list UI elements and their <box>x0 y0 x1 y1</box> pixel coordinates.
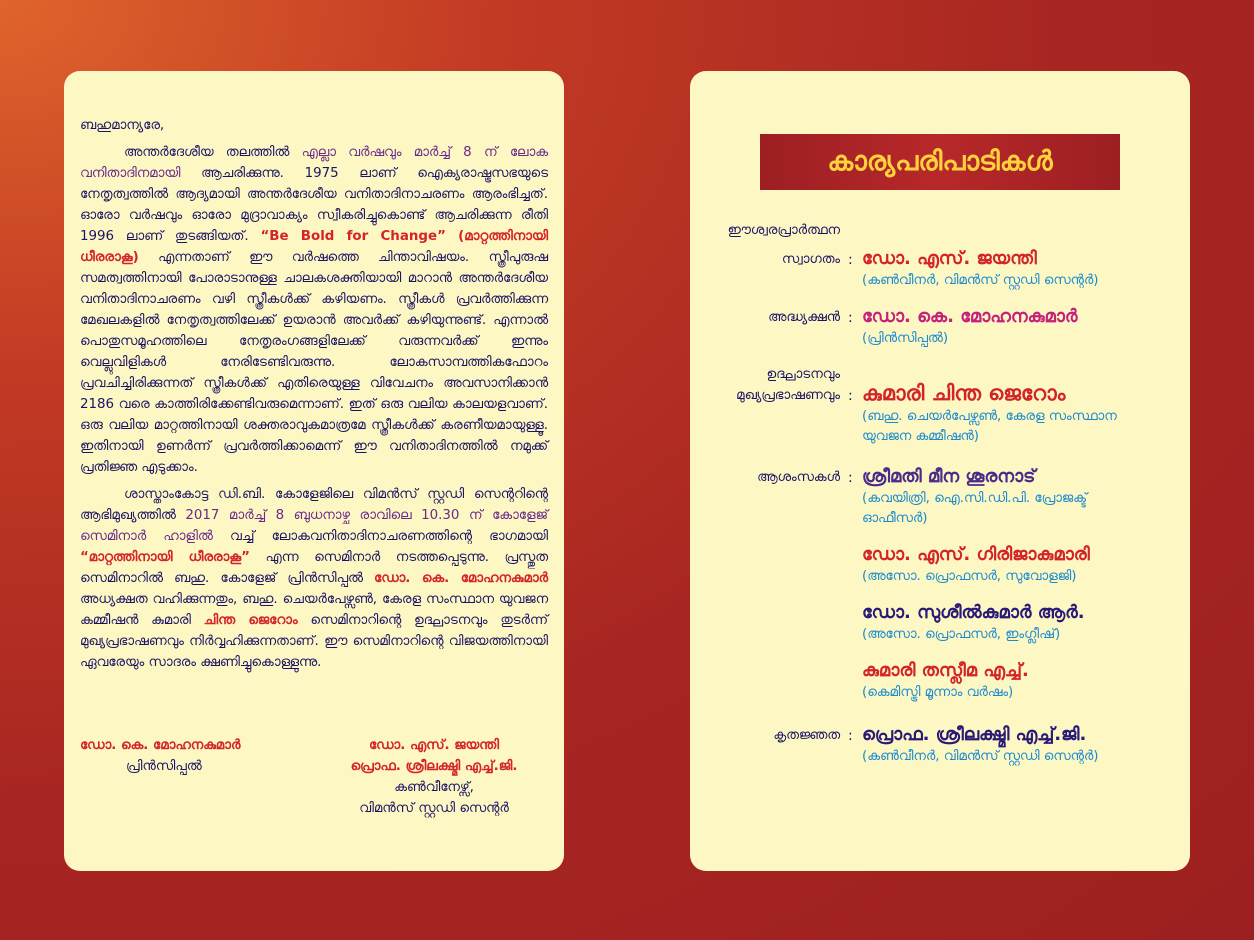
felicitation-item <box>862 659 1182 703</box>
para2-run: ചിന്ത ജെറോം <box>203 613 298 628</box>
invitation-letter-panel <box>64 71 564 871</box>
programme-panel: കാര്യപരിപാടികൾ ഈശ്വരപ്രാർത്ഥന സ്വാഗതം : ഡോ. എസ്. ജയന്തി (കൺവീനർ, വിമൻസ് സ്റ്റഡി സെന്റർ) അദ്ധ്യക്ഷൻ : ഡോ. കെ. മോഹനകുമാർ (പ്രിൻസിപ്പൽ) ഉദ്ഘാടനവും മുഖ്യപ്രഭാഷണവും : കുമാരി ചിന്ത ജെറോം (ബഹു. ചെയർപേഴ്സൺ, കേരള സംസ്ഥാന യുവജന കമ്മീഷൻ) ആശംസകൾ : ശ്രീമതി മീന ശൂരനാട് (കവയിത്രി, ഐ.സി.ഡി.പി. പ്രോജക്ട് ഓഫീസർ) ഡോ. എസ്. ഗിരിജാകുമാരി (അസോ. പ്രൊഫസർ, സുവോളജി) ഡോ. സുശീൽകുമാർ ആർ. (അസോ. പ്രൊഫസർ, ഇംഗ്ലീഷ്) കുമാരി തസ്ലീമ എച്ച്. (കെമിസ്ട്രി മൂന്നാം വർഷം) കൃതജ്ഞത : പ്രൊഫ. ശ്രീലക്ഷ്മി എച്ച്.ജി. (കൺവീനർ, വിമൻസ് സ്റ്റഡി സെന്റർ) <box>690 71 1190 871</box>
para1-run: എല്ലാ വർഷവും മാർച്ച് 8 ന് ലോക വനിതാദിനമായി <box>80 145 549 181</box>
signature-conveners <box>314 735 554 819</box>
para2-run: സെമിനാറിന്റെ ഉദ്ഘാടനവും തുടർന്ന് മുഖ്യപ്രഭാഷണവും നിർവ്വഹിക്കുന്നതാണ്. ഈ സെമിനാറിന്റെ വിജയത്തിനായി ഏവരേയും സാദരം ക്ഷണിച്ചുകൊള്ളുന്നു. <box>80 613 548 670</box>
felicitation-desc: (കവയിത്രി, ഐ.സി.ഡി.പി. പ്രോജക്ട് <box>862 491 1088 506</box>
presidency-label: അദ്ധ്യക്ഷൻ <box>768 310 840 325</box>
thanks-name: പ്രൊഫ. ശ്രീലക്ഷ്മി എച്ച്.ജി. <box>862 724 1087 745</box>
felicitation-name: കുമാരി തസ്ലീമ എച്ച്. <box>862 660 1029 681</box>
para2-run: അധ്യക്ഷത വഹിക്കുന്നതും, ബഹു. ചെയർപേഴ്സൺ, കേരള സംസ്ഥാന യുവജന കമ്മീഷൻ കുമാരി <box>80 592 548 628</box>
felicitation-item <box>862 543 1182 587</box>
inauguration-desc-1: (ബഹു. ചെയർപേഴ്സൺ, കേരള സംസ്ഥാന <box>862 409 1117 424</box>
para1-run: “Be Bold for Change” (മാറ്റത്തിനായി ധീരരാകൂ) <box>80 229 548 265</box>
felicitation-desc: (അസോ. പ്രൊഫസർ, സുവോളജി) <box>862 569 1077 584</box>
felicitation-desc: ഓഫീസർ) <box>862 511 928 526</box>
prayer-label: ഈശ്വരപ്രാർത്ഥന <box>727 223 840 238</box>
felicitation-item <box>862 601 1182 645</box>
felicitation-desc: (കെമിസ്ട്രി മൂന്നാം വർഷം) <box>862 685 1014 700</box>
conveners-centre: വിമൻസ് സ്റ്റഡി സെന്റർ <box>359 801 509 816</box>
para2-run: ശാസ്താംകോട്ട ഡി.ബി. കോളേജിലെ വിമൻസ് സ്റ്റഡി സെന്ററിന്റെ ആഭിമുഖ്യത്തിൽ <box>80 487 548 523</box>
felicitation-name: ഡോ. എസ്. ഗിരിജാകുമാരി <box>862 544 1090 565</box>
presidency-name: ഡോ. കെ. മോഹനകുമാർ <box>862 306 1078 327</box>
letter-paragraph-2 <box>80 484 548 673</box>
felicitation-item <box>862 465 1182 529</box>
thanks-desc: (കൺവീനർ, വിമൻസ് സ്റ്റഡി സെന്റർ) <box>862 749 1099 764</box>
para2-run: 2017 മാർച്ച് 8 ബുധനാഴ്ച രാവിലെ 10.30 ന് കോളേജ് സെമിനാർ ഹാളിൽ <box>80 508 548 544</box>
thanks-label: കൃതജ്ഞത <box>773 728 840 743</box>
para1-run: ആചരിക്കുന്നു. 1975 ലാണ് ഐക്യരാഷ്ട്രസഭയുടെ നേതൃത്വത്തിൽ ആദ്യമായി അന്തർദേശീയ വനിതാദിനാചരണം ആരംഭിച്ചത്. ഓരോ വർഷവും ഓരോ മുദ്രാവാക്യം സ്വീകരിച്ചുകൊണ്ട് ആചരിക്കുന്ന രീതി 1996 ലാണ് തുടങ്ങിയത്. <box>80 166 548 244</box>
felicitation-name: ശ്രീമതി മീന ശൂരനാട് <box>862 466 1036 487</box>
programme-title-bar <box>760 134 1120 190</box>
convener-name-1: ഡോ. എസ്. ജയന്തി <box>368 738 499 753</box>
para1-run: എന്നതാണ് ഈ വർഷത്തെ ചിന്താവിഷയം. സ്ത്രീപുരുഷ സമത്വത്തിനായി പോരാടാനുള്ള ചാലകശക്തിയായി മാറാൻ അന്തർദേശീയ വനിതാദിനാചരണം വഴി സ്ത്രീകൾക്ക് കഴിയണം. സ്ത്രീകൾ പ്രവർത്തിക്കുന്ന മേഖലകളിൽ നേതൃത്വത്തിലേക്ക് ഉയരാൻ അവർക്ക് കഴിയുന്നുണ്ട്. എന്നാൽ പൊതുസമൂഹത്തിലെ നേതൃരംഗങ്ങളിലേക്ക് വരുന്നവർക്ക് ഇന്നും വെല്ലുവിളികൾ നേരിടേണ്ടിവരുന്നു. ലോകസാമ്പത്തികഫോറം പ്രവചിച്ചിരിക്കുന്നത് സ്ത്രീകൾക്ക് എതിരെയുള്ള വിവേചനം അവസാനിക്കാൻ 2186 വരെ കാത്തിരിക്കേണ്ടിവരുമെന്നാണ്. ഇത് ഒരു വലിയ കാലയളവാണ്. ഒരു വലിയ മാറ്റത്തിനായി ശക്തരാവുകമാത്രമേ സ്ത്രീകൾക്ക് കരണീയമായുള്ളൂ. ഇതിനായി ഉണർന്ന് പ്രവർത്തിക്കാമെന്ന് ഈ വനിതാദിനത്തിൽ നമുക്ക് പ്രതിജ്ഞ എടുക്കാം. <box>80 250 548 475</box>
convener-name-2: പ്രൊഫ. ശ്രീലക്ഷ്മി എച്ച്.ജി. <box>350 759 518 774</box>
para2-run: എന്ന സെമിനാർ നടത്തപ്പെടുന്നു. പ്രസ്തുത സെമിനാറിൽ ബഹു. കോളേജ് പ്രിൻസിപ്പൽ <box>80 550 548 586</box>
principal-name: ഡോ. കെ. മോഹനകുമാർ <box>80 738 241 753</box>
felicitation-name: ഡോ. സുശീൽകുമാർ ആർ. <box>862 602 1085 623</box>
para2-run: “മാറ്റത്തിനായി ധീരരാകൂ” <box>80 550 250 565</box>
inauguration-label-1: ഉദ്ഘാടനവും <box>766 367 840 382</box>
inauguration-label-2: മുഖ്യപ്രഭാഷണവും <box>736 388 840 403</box>
programme-title: കാര്യപരിപാടികൾ <box>827 146 1053 177</box>
salutation: ബഹുമാന്യരേ, <box>80 118 165 133</box>
principal-role: പ്രിൻസിപ്പൽ <box>126 759 202 774</box>
para2-run: ഡോ. കെ. മോഹനകുമാർ <box>374 571 549 586</box>
conveners-role: കൺവീനേഴ്സ്, <box>394 780 474 795</box>
letter-paragraph-1 <box>80 142 548 478</box>
inauguration-desc-2: യുവജന കമ്മീഷൻ) <box>862 429 979 444</box>
para2-run: വച്ച് ലോകവനിതാദിനാചരണത്തിന്റെ ഭാഗമായി <box>212 529 548 544</box>
signature-principal <box>80 735 240 777</box>
felicitations-label: ആശംസകൾ <box>757 470 840 485</box>
inauguration-name: കുമാരി ചിന്ത ജെറോം <box>862 381 1066 405</box>
welcome-desc: (കൺവീനർ, വിമൻസ് സ്റ്റഡി സെന്റർ) <box>862 273 1099 288</box>
presidency-desc: (പ്രിൻസിപ്പൽ) <box>862 331 949 346</box>
felicitation-desc: (അസോ. പ്രൊഫസർ, ഇംഗ്ലീഷ്) <box>862 627 1061 642</box>
welcome-name: ഡോ. എസ്. ജയന്തി <box>862 248 1037 269</box>
para1-run: അന്തർദേശീയ തലത്തിൽ <box>124 145 302 160</box>
welcome-label: സ്വാഗതം <box>781 252 840 267</box>
